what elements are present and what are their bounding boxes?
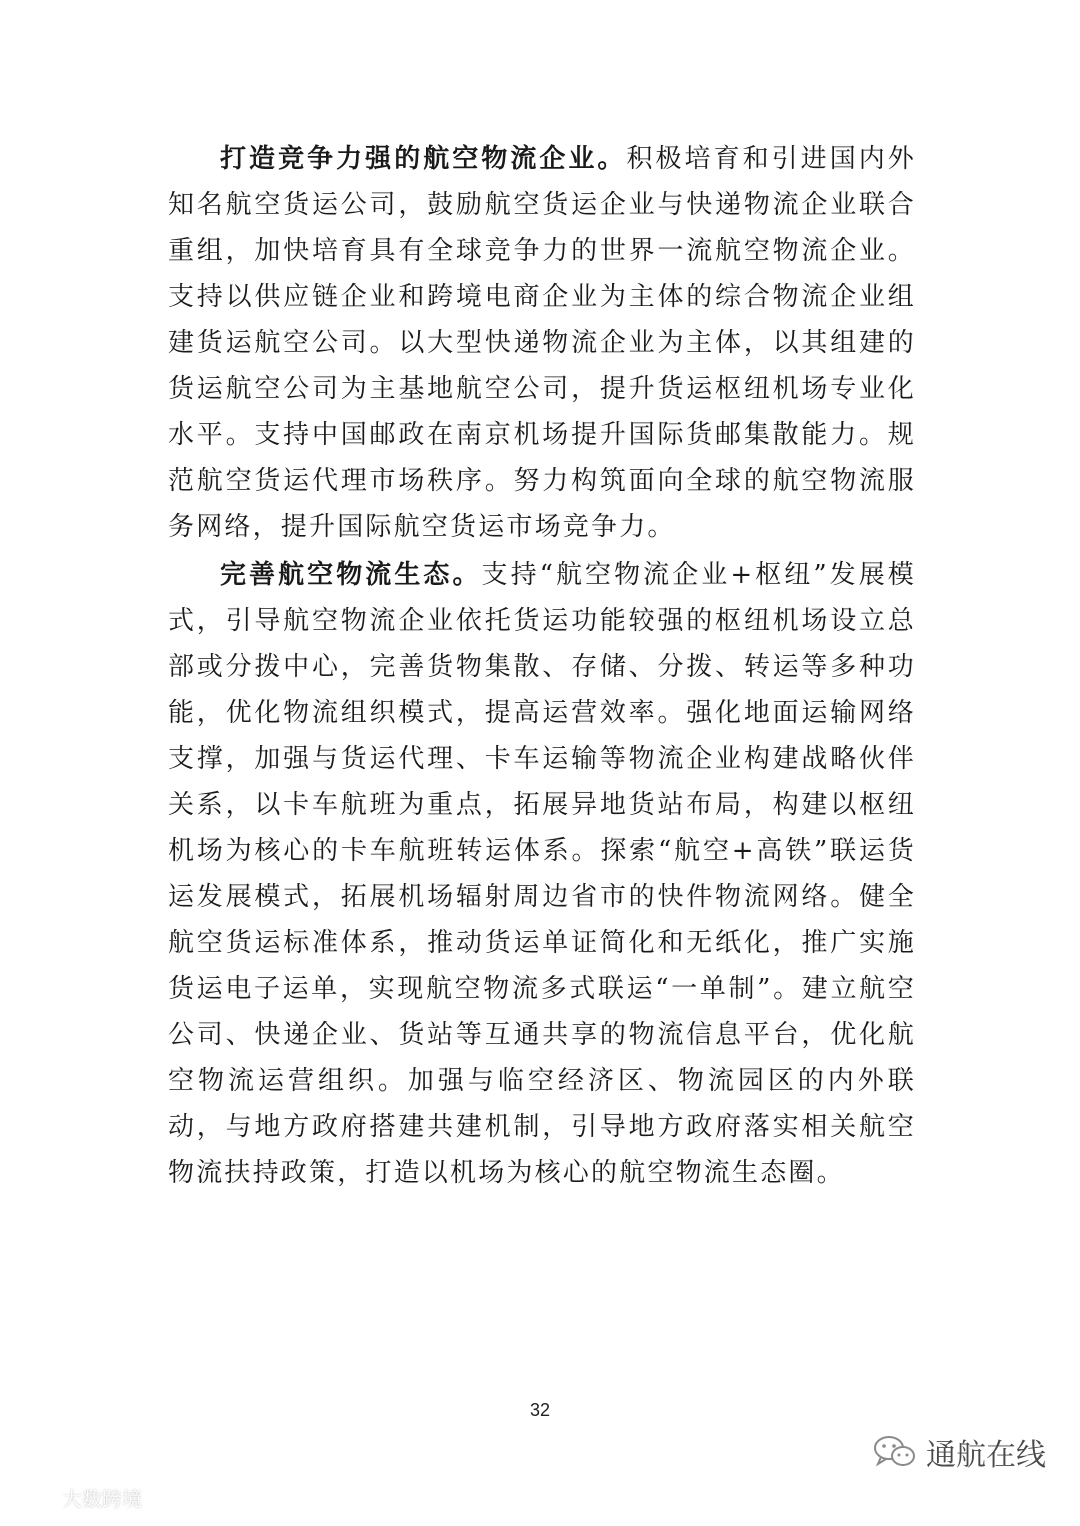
cloud-logo-icon	[14, 1487, 56, 1509]
watermark-right-text: 通航在线	[926, 1438, 1046, 1473]
paragraph-body: 积极培育和引进国内外知名航空货运公司，鼓励航空货运企业与快递物流企业联合重组，加快培育具有全球竞争力的世界一流航空物流企业。支持以供应链企业和跨境电商企业为主体的综合物流企业组建货运航空公司。以大型快递物流企业为主体，以其组建的货运航空公司为主基地航空公司，提升货运枢纽机场专业化水平。支持中国邮政在南京机场提升国际货邮集散能力。规范航空货运代理市场秩序。努力构筑面向全球的航空物流服务网络，提升国际航空货运市场竞争力。	[168, 144, 916, 542]
paragraph-airline-logistics-enterprises	[168, 136, 916, 550]
watermark-left-text: 大数跨境	[62, 1487, 142, 1511]
page-number: 32	[529, 1400, 551, 1420]
watermark-right	[872, 1430, 1046, 1474]
paragraph-lead: 打造竞争力强的航空物流企业。	[220, 144, 627, 174]
paragraph-body: 支持“航空物流企业+枢纽”发展模式，引导航空物流企业依托货运功能较强的枢纽机场设立总部或分拨中心，完善货物集散、存储、分拨、转运等多种功能，优化物流组织模式，提高运营效率。强化地面运输网络支撑，加强与货运代理、卡车运输等物流企业构建战略伙伴关系，以卡车航班为重点，拓展异地货站布局，构建以枢纽机场为核心的卡车航班转运体系。探索“航空+高铁”联运货运发展模式，拓展机场辐射周边省市的快件物流网络。健全航空货运标准体系，推动货运单证简化和无纸化，推广实施货运电子运单，实现航空物流多式联运“一单制”。建立航空公司、快递企业、货站等互通共享的物流信息平台，优化航空物流运营组织。加强与临空经济区、物流园区的内外联动，与地方政府搭建共建机制，引导地方政府落实相关航空物流扶持政策，打造以机场为核心的航空物流生态圈。	[168, 560, 916, 1188]
paragraph-lead: 完善航空物流生态。	[220, 560, 482, 590]
paragraph-logistics-ecosystem	[168, 552, 916, 1196]
wechat-icon	[872, 1434, 916, 1470]
watermark-left	[14, 1483, 142, 1512]
document-body	[168, 136, 916, 1196]
